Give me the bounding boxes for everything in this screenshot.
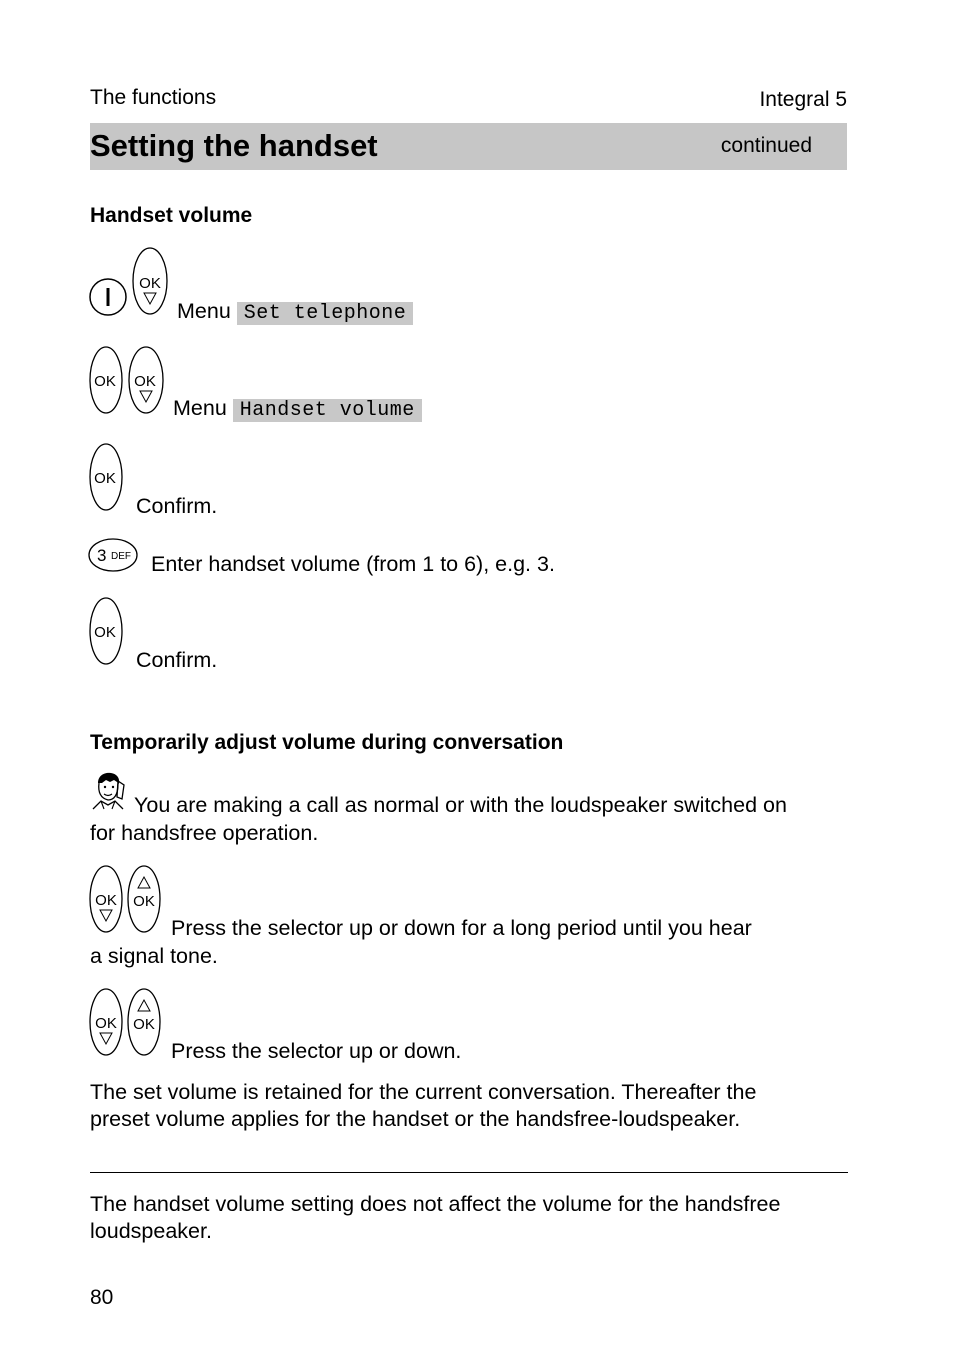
product-name: Integral 5 <box>759 88 847 111</box>
menu-item-set-telephone: Set telephone <box>237 302 414 325</box>
section-header: The functions <box>90 86 217 109</box>
page-number: 80 <box>90 1286 114 1309</box>
ok-key-label: OK <box>139 275 161 292</box>
handset-volume-heading: Handset volume <box>90 204 253 227</box>
ok-down-key-icon <box>89 864 127 934</box>
ok-key-label: OK <box>95 1015 117 1032</box>
key-letters-label: DEF <box>111 551 131 562</box>
confirm-step-1: Confirm. <box>136 494 218 518</box>
ok-key-label: OK <box>133 1016 155 1033</box>
retained-line1: The set volume is retained for the current conversation. Thereafter the <box>90 1080 757 1104</box>
menu-item-handset-volume: Handset volume <box>233 399 422 422</box>
ok-key-label: OK <box>133 893 155 910</box>
ok-key-icon <box>89 345 127 415</box>
long-press-line1: Press the selector up or down for a long period until you hear <box>171 916 752 940</box>
menu-prefix: Menu <box>173 396 227 420</box>
call-text-line2: for handsfree operation. <box>90 821 319 845</box>
menu-step-handset-volume <box>173 394 422 425</box>
ok-down-key-icon <box>128 345 166 415</box>
ok-key-icon <box>89 442 127 512</box>
ok-key-label: OK <box>94 373 116 390</box>
title-bar <box>90 123 847 170</box>
ok-key-label: OK <box>95 892 117 909</box>
on-hook-key-icon <box>89 277 129 317</box>
continued-label: continued <box>720 134 812 157</box>
ok-up-key-icon <box>127 864 165 934</box>
ok-up-key-icon <box>127 987 165 1057</box>
ok-down-key-icon <box>89 987 127 1057</box>
menu-step-set-telephone <box>177 297 413 328</box>
long-press-line2: a signal tone. <box>90 944 218 968</box>
press-selector-text: Press the selector up or down. <box>171 1039 462 1063</box>
3def-key-icon <box>88 538 140 574</box>
page-title: Setting the handset <box>90 128 378 163</box>
retained-line2: preset volume applies for the handset or the handsfree-loudspeaker. <box>90 1107 741 1131</box>
ok-key-label: OK <box>94 624 116 641</box>
note-line2: loudspeaker. <box>90 1219 212 1243</box>
divider <box>90 1172 848 1173</box>
ok-down-key-icon <box>132 247 170 317</box>
enter-volume-step: Enter handset volume (from 1 to 6), e.g. 3. <box>151 552 555 576</box>
key-digit-label: 3 <box>97 546 107 565</box>
temporary-adjust-heading: Temporarily adjust volume during conversation <box>90 731 564 754</box>
menu-prefix: Menu <box>177 299 231 323</box>
note-line1: The handset volume setting does not affect the volume for the handsfree <box>90 1192 781 1216</box>
ok-key-label: OK <box>134 373 156 390</box>
person-on-phone-icon <box>89 771 129 811</box>
ok-key-label: OK <box>94 470 116 487</box>
confirm-step-2: Confirm. <box>136 648 218 672</box>
ok-key-icon <box>89 596 127 666</box>
call-text-line1: You are making a call as normal or with the loudspeaker switched on <box>134 793 787 817</box>
